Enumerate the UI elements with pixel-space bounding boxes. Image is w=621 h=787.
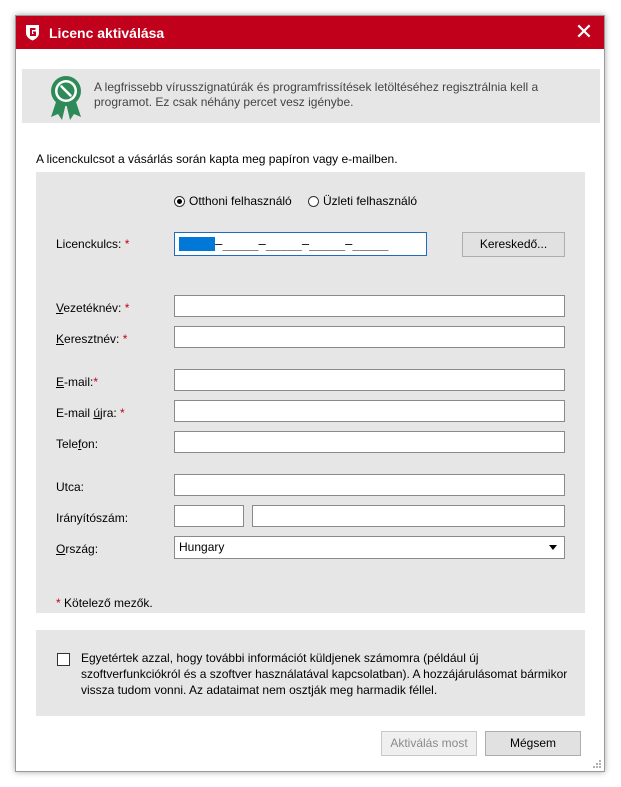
chevron-down-icon	[549, 545, 557, 550]
phone-label: Telefon:	[56, 437, 99, 451]
lastname-label: Vezetéknév: *	[56, 301, 130, 315]
license-key-selection: _____	[179, 237, 216, 251]
zip-input[interactable]	[174, 505, 244, 527]
city-input[interactable]	[252, 505, 565, 527]
country-label: Ország:	[56, 542, 99, 556]
window-title: Licenc aktiválása	[49, 25, 165, 41]
cancel-button[interactable]: Mégsem	[485, 731, 581, 756]
notice-text: A legfrissebb vírusszignatúrák és programfrissítések letöltéséhez regisztrálnia kell a programot. Ez csak néhány percet vesz igénybe.	[94, 80, 539, 109]
license-key-mask: –_____–_____–_____–_____	[215, 237, 389, 251]
registration-form	[36, 172, 585, 613]
activate-now-button[interactable]: Aktiválás most	[381, 731, 477, 756]
street-label: Utca:	[56, 480, 85, 494]
radio-circle-selected	[174, 196, 185, 207]
radio-circle	[308, 196, 319, 207]
notice-banner	[22, 69, 600, 123]
title-bar	[16, 16, 604, 49]
radio-home-user-label: Otthoni felhasználó	[189, 194, 292, 208]
firstname-input[interactable]	[174, 326, 565, 348]
radio-business-user-label: Üzleti felhasználó	[323, 194, 418, 208]
close-icon[interactable]: ✕	[574, 19, 594, 44]
consent-panel	[36, 630, 585, 716]
consent-text: Egyetértek azzal, hogy további információt küldjenek számomra (például új szoftverfunkciókról és a szoftver használatával kapcsolatban). A hozzájárulásomat bármikor vissza tudom vonni. Az adataimat nem osztják meg harmadik féllel.	[81, 651, 568, 697]
radio-home-user[interactable]	[174, 193, 292, 209]
email-input[interactable]	[174, 369, 565, 391]
resize-grip-icon[interactable]	[592, 759, 602, 769]
radio-business-user[interactable]	[308, 193, 417, 209]
dialog-window	[15, 15, 605, 772]
phone-input[interactable]	[174, 431, 565, 453]
license-key-input[interactable]	[174, 232, 427, 256]
country-value: Hungary	[179, 540, 225, 554]
street-input[interactable]	[174, 474, 565, 496]
license-key-label: Licenckulcs: *	[56, 237, 130, 251]
consent-checkbox[interactable]	[57, 653, 70, 666]
zip-label: Irányítószám:	[56, 511, 129, 525]
intro-text: A licenckulcsot a vásárlás során kapta meg papíron vagy e-mailben.	[36, 152, 398, 166]
required-note: * Kötelező mezők.	[56, 596, 153, 610]
reseller-button[interactable]: Kereskedő...	[462, 232, 565, 257]
lastname-input[interactable]	[174, 295, 565, 317]
award-ribbon-icon	[46, 73, 86, 121]
firstname-label: Keresztnév: *	[56, 332, 128, 346]
gdata-shield-icon	[25, 24, 40, 41]
email-repeat-label: E-mail újra: *	[56, 406, 125, 420]
country-select[interactable]	[174, 536, 565, 559]
email-repeat-input[interactable]	[174, 400, 565, 422]
email-label: E-mail:*	[56, 375, 99, 389]
